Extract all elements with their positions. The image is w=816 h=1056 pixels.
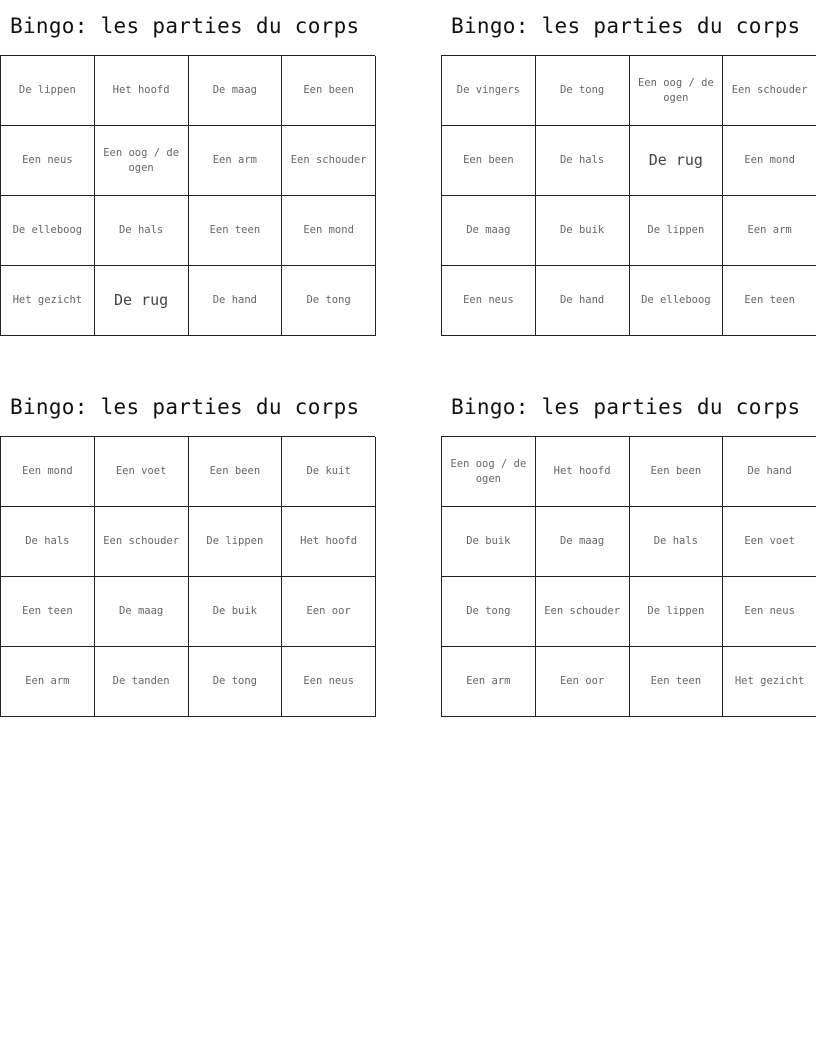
bingo-cell: De vingers [442, 56, 536, 126]
bingo-cell: Een oog / de ogen [442, 437, 536, 507]
bingo-cell: Een teen [189, 196, 283, 266]
bingo-grid [441, 436, 816, 717]
bingo-cell: Het hoofd [95, 56, 189, 126]
bingo-cell: De tong [442, 577, 536, 647]
bingo-card-4 [441, 391, 816, 717]
bingo-cell: Een schouder [723, 56, 816, 126]
bingo-cell: Het gezicht [1, 266, 95, 336]
card-title: Bingo: les parties du corps [10, 14, 360, 38]
bingo-cell: De elleboog [630, 266, 724, 336]
bingo-cell: De maag [189, 56, 283, 126]
bingo-cell: De lippen [630, 196, 724, 266]
bingo-cell: De hals [95, 196, 189, 266]
bingo-cell: Een been [189, 437, 283, 507]
bingo-cell: De maag [442, 196, 536, 266]
bingo-cell: Een been [630, 437, 724, 507]
bingo-cell: Het gezicht [723, 647, 816, 717]
bingo-cell: Een mond [282, 196, 376, 266]
bingo-cell: De tanden [95, 647, 189, 717]
bingo-cell: De buik [442, 507, 536, 577]
bingo-cell: De buik [536, 196, 630, 266]
bingo-cell: Een oor [282, 577, 376, 647]
bingo-cell: De hand [723, 437, 816, 507]
card-title: Bingo: les parties du corps [451, 395, 801, 419]
bingo-cell: De lippen [189, 507, 283, 577]
bingo-cell: Een neus [723, 577, 816, 647]
bingo-cell: De maag [95, 577, 189, 647]
bingo-cell: De hals [536, 126, 630, 196]
bingo-cell: Een mond [723, 126, 816, 196]
bingo-cell: Een neus [442, 266, 536, 336]
bingo-cell: De tong [189, 647, 283, 717]
bingo-cell: Een arm [442, 647, 536, 717]
bingo-cell: De hals [1, 507, 95, 577]
bingo-card-2 [441, 10, 816, 336]
bingo-grid [0, 436, 375, 717]
bingo-cell: Een schouder [282, 126, 376, 196]
bingo-cell: Een schouder [536, 577, 630, 647]
bingo-cell: De buik [189, 577, 283, 647]
bingo-cell: De maag [536, 507, 630, 577]
bingo-grid [0, 55, 375, 336]
bingo-cell: Een been [442, 126, 536, 196]
bingo-cell: Een teen [723, 266, 816, 336]
bingo-cell: Een arm [189, 126, 283, 196]
bingo-cell: Een been [282, 56, 376, 126]
bingo-grid [441, 55, 816, 336]
bingo-cell: De kuit [282, 437, 376, 507]
bingo-cell: Een oog / de ogen [630, 56, 724, 126]
card-title: Bingo: les parties du corps [10, 395, 360, 419]
bingo-cell: De hand [189, 266, 283, 336]
bingo-cell: Een arm [1, 647, 95, 717]
bingo-cell: Een neus [282, 647, 376, 717]
bingo-cell: Een voet [95, 437, 189, 507]
bingo-cell: Een neus [1, 126, 95, 196]
bingo-cell: De hals [630, 507, 724, 577]
bingo-cell: Een oog / de ogen [95, 126, 189, 196]
bingo-cell: Een voet [723, 507, 816, 577]
bingo-card-3 [0, 391, 375, 717]
bingo-cell: Een teen [1, 577, 95, 647]
bingo-cell: De rug [630, 126, 724, 196]
bingo-cell: De tong [282, 266, 376, 336]
bingo-cell: Het hoofd [282, 507, 376, 577]
bingo-card-1 [0, 10, 375, 336]
card-title: Bingo: les parties du corps [451, 14, 801, 38]
bingo-cell: Een schouder [95, 507, 189, 577]
bingo-cell: Een arm [723, 196, 816, 266]
bingo-cell: De rug [95, 266, 189, 336]
bingo-cell: Een mond [1, 437, 95, 507]
bingo-cell: De hand [536, 266, 630, 336]
bingo-cell: De elleboog [1, 196, 95, 266]
bingo-cell: De tong [536, 56, 630, 126]
bingo-cell: Een teen [630, 647, 724, 717]
bingo-cell: Het hoofd [536, 437, 630, 507]
bingo-cell: Een oor [536, 647, 630, 717]
bingo-cell: De lippen [1, 56, 95, 126]
bingo-cell: De lippen [630, 577, 724, 647]
